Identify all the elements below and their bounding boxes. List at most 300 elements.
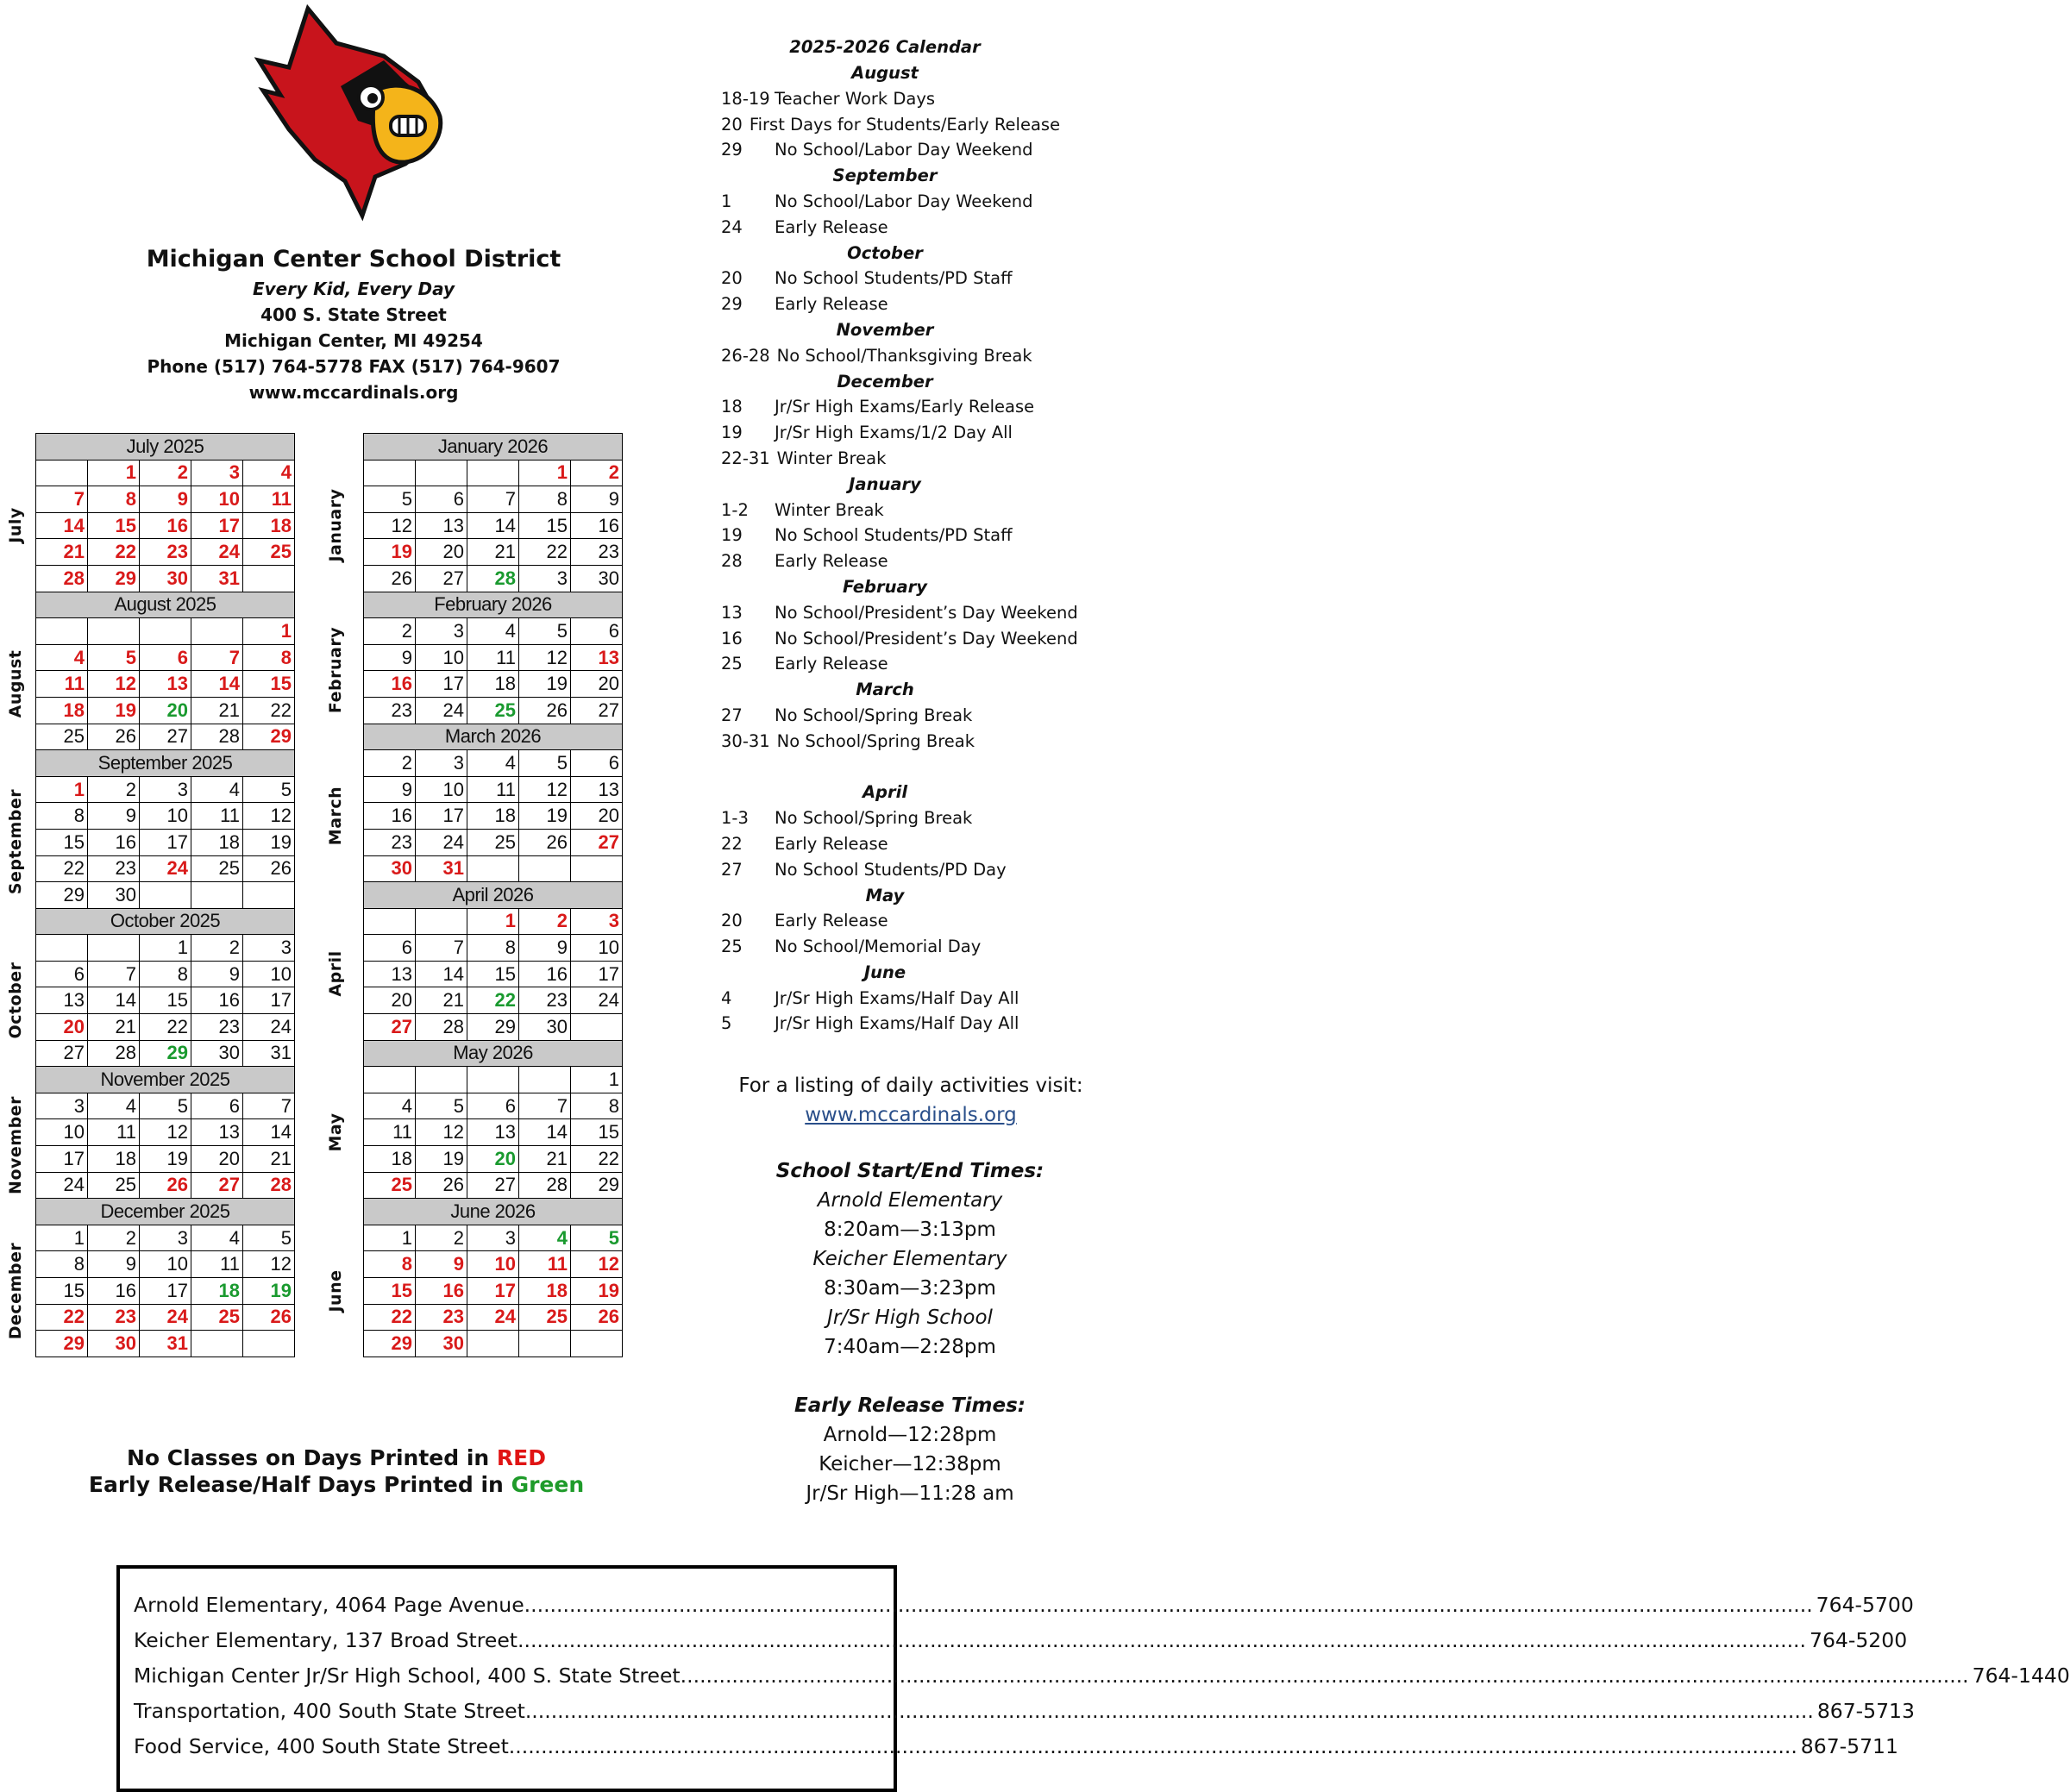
day-cell: 11	[364, 1119, 416, 1146]
day-cell: 20	[36, 1014, 88, 1041]
day-cell: 18	[191, 829, 243, 855]
day-cell: 5	[519, 618, 571, 645]
day-cell: 17	[36, 1146, 88, 1173]
day-cell: 2	[191, 935, 243, 962]
empty-day-cell	[36, 618, 88, 645]
day-cell: 18	[36, 697, 88, 724]
month-header: January 2026	[364, 434, 623, 461]
day-cell: 7	[36, 486, 88, 513]
day-cell: 26	[140, 1172, 191, 1199]
school-times	[733, 1156, 1087, 1508]
day-cell: 4	[364, 1093, 416, 1119]
day-cell: 14	[88, 987, 140, 1014]
event-text: No School/Memorial Day	[775, 937, 982, 957]
day-cell: 15	[243, 671, 295, 698]
day-cell: 12	[519, 776, 571, 803]
empty-day-cell	[571, 1014, 623, 1041]
day-cell: 13	[191, 1119, 243, 1146]
activities-note	[721, 1071, 1101, 1130]
day-cell: 1	[467, 908, 519, 935]
event-text: No School Students/PD Staff	[775, 268, 1013, 289]
day-cell: 23	[364, 829, 416, 855]
events-month-heading: March	[856, 680, 914, 700]
event-item	[721, 343, 1101, 369]
day-cell: 9	[364, 644, 416, 671]
day-cell: 10	[416, 776, 467, 803]
day-cell: 25	[191, 855, 243, 882]
day-cell: 27	[140, 724, 191, 750]
day-cell: 13	[467, 1119, 519, 1146]
events-month-heading: October	[847, 242, 923, 263]
day-cell: 17	[140, 829, 191, 855]
day-cell: 28	[243, 1172, 295, 1199]
event-text: Jr/Sr High Exams/Half Day All	[775, 1013, 1019, 1034]
activities-text: For a listing of daily activities visit:	[738, 1075, 1083, 1097]
day-cell: 24	[191, 539, 243, 566]
school-hours: 8:30am—3:23pm	[824, 1277, 996, 1300]
day-cell: 17	[416, 803, 467, 830]
day-cell: 28	[416, 1014, 467, 1041]
day-cell: 9	[88, 803, 140, 830]
day-cell: 13	[416, 512, 467, 539]
day-cell: 12	[519, 644, 571, 671]
event-item	[721, 805, 1101, 831]
empty-day-cell	[243, 1331, 295, 1357]
contact-name: Transportation, 400 South State Street	[134, 1699, 525, 1723]
district-address: 400 S. State Street	[260, 304, 447, 325]
dot-leader: ........................................................................................................................................................................................................	[508, 1734, 1797, 1758]
day-cell: 19	[140, 1146, 191, 1173]
day-cell: 3	[191, 460, 243, 486]
day-cell: 18	[364, 1146, 416, 1173]
event-date: 29	[721, 140, 743, 160]
day-cell: 6	[191, 1093, 243, 1119]
early-release-heading: Early Release Times:	[794, 1394, 1026, 1417]
day-cell: 16	[191, 987, 243, 1014]
events-month-heading: November	[836, 319, 934, 340]
day-cell: 6	[140, 644, 191, 671]
day-cell: 7	[467, 486, 519, 513]
event-item	[721, 394, 1101, 420]
day-cell: 11	[191, 803, 243, 830]
contact-phone: 764-5200	[1810, 1628, 1908, 1652]
day-cell: 3	[571, 908, 623, 935]
day-cell: 27	[364, 1014, 416, 1041]
empty-day-cell	[191, 618, 243, 645]
day-cell: 16	[416, 1278, 467, 1305]
day-cell: 24	[467, 1304, 519, 1331]
calendar-left	[35, 433, 295, 1357]
day-cell: 1	[140, 935, 191, 962]
day-cell: 31	[140, 1331, 191, 1357]
activities-link[interactable]: www.mccardinals.org	[805, 1104, 1017, 1126]
day-cell: 18	[243, 512, 295, 539]
day-cell: 21	[191, 697, 243, 724]
day-cell: 22	[571, 1146, 623, 1173]
contact-name: Food Service, 400 South State Street	[134, 1734, 509, 1758]
event-item	[721, 600, 1101, 626]
calendar-right	[363, 433, 623, 1357]
event-text: No School/Labor Day Weekend	[775, 140, 1033, 160]
day-cell: 1	[364, 1225, 416, 1251]
event-item	[721, 934, 1101, 960]
day-cell: 26	[243, 855, 295, 882]
event-item	[721, 137, 1101, 163]
school-hours: 7:40am—2:28pm	[824, 1336, 996, 1358]
event-item	[721, 266, 1101, 291]
day-cell: 26	[519, 697, 571, 724]
day-cell: 25	[243, 539, 295, 566]
empty-day-cell	[467, 1331, 519, 1357]
day-cell: 17	[140, 1278, 191, 1305]
month-header: November 2025	[36, 1067, 295, 1093]
day-cell: 4	[243, 460, 295, 486]
events-title: 2025-2026 Calendar	[789, 37, 981, 57]
events-month-heading: April	[862, 782, 908, 803]
day-cell: 9	[519, 935, 571, 962]
day-cell: 3	[467, 1225, 519, 1251]
day-cell: 8	[36, 803, 88, 830]
day-cell: 8	[467, 935, 519, 962]
month-header: May 2026	[364, 1040, 623, 1067]
day-cell: 17	[571, 961, 623, 987]
day-cell: 31	[243, 1040, 295, 1067]
day-cell: 12	[571, 1251, 623, 1278]
day-cell: 2	[364, 750, 416, 777]
day-cell: 8	[243, 644, 295, 671]
event-date: 20	[721, 268, 743, 289]
day-cell: 29	[243, 724, 295, 750]
day-cell: 22	[36, 855, 88, 882]
day-cell: 11	[243, 486, 295, 513]
day-cell: 8	[364, 1251, 416, 1278]
day-cell: 19	[416, 1146, 467, 1173]
day-cell: 12	[243, 803, 295, 830]
day-cell: 4	[191, 776, 243, 803]
event-text: No School/Spring Break	[775, 705, 973, 725]
district-city: Michigan Center, MI 49254	[224, 330, 483, 351]
day-cell: 17	[191, 512, 243, 539]
empty-day-cell	[416, 1067, 467, 1093]
month-header: October 2025	[36, 908, 295, 935]
day-cell: 2	[364, 618, 416, 645]
day-cell: 16	[571, 512, 623, 539]
empty-day-cell	[519, 855, 571, 882]
day-cell: 16	[140, 512, 191, 539]
event-item	[721, 548, 1101, 574]
empty-day-cell	[36, 935, 88, 962]
event-date: 19	[721, 525, 743, 546]
empty-day-cell	[416, 908, 467, 935]
contact-row	[134, 1694, 1915, 1729]
day-cell: 27	[416, 565, 467, 592]
event-item	[721, 626, 1101, 652]
contact-phone: 867-5711	[1800, 1734, 1898, 1758]
day-cell: 23	[416, 1304, 467, 1331]
day-cell: 16	[364, 671, 416, 698]
month-header: June 2026	[364, 1199, 623, 1225]
day-cell: 27	[571, 697, 623, 724]
legend-red-word: RED	[496, 1445, 546, 1470]
day-cell: 16	[88, 829, 140, 855]
contact-row	[134, 1588, 1914, 1623]
day-cell: 4	[519, 1225, 571, 1251]
event-date: 26-28	[721, 345, 770, 366]
day-cell: 19	[243, 829, 295, 855]
events-month-heading: June	[863, 962, 906, 982]
day-cell: 3	[519, 565, 571, 592]
month-header: February 2026	[364, 592, 623, 618]
day-cell: 30	[88, 882, 140, 909]
day-cell: 21	[36, 539, 88, 566]
day-cell: 25	[467, 697, 519, 724]
start-end-heading: School Start/End Times:	[775, 1160, 1044, 1182]
day-cell: 28	[519, 1172, 571, 1199]
day-cell: 16	[364, 803, 416, 830]
contact-row	[134, 1729, 1898, 1764]
day-cell: 24	[140, 855, 191, 882]
day-cell: 10	[140, 1251, 191, 1278]
day-cell: 1	[243, 618, 295, 645]
day-cell: 5	[243, 776, 295, 803]
early-release-time: Arnold—12:28pm	[823, 1424, 997, 1446]
month-header: July 2025	[36, 434, 295, 461]
day-cell: 22	[519, 539, 571, 566]
day-cell: 1	[88, 460, 140, 486]
day-cell: 23	[140, 539, 191, 566]
school-name: Keicher Elementary	[812, 1248, 1007, 1270]
day-cell: 30	[416, 1331, 467, 1357]
dot-leader: ........................................................................................................................................................................................................	[524, 1593, 1813, 1617]
school-name: Jr/Sr High School	[827, 1306, 993, 1329]
event-item	[721, 420, 1101, 446]
day-cell: 9	[191, 961, 243, 987]
event-date: 5	[721, 1013, 732, 1034]
day-cell: 19	[571, 1278, 623, 1305]
event-item	[721, 189, 1101, 215]
district-motto: Every Kid, Every Day	[252, 279, 455, 299]
event-item	[721, 729, 1101, 755]
event-date: 20	[721, 911, 743, 931]
day-cell: 27	[571, 829, 623, 855]
day-cell: 20	[140, 697, 191, 724]
day-cell: 21	[243, 1146, 295, 1173]
day-cell: 2	[88, 1225, 140, 1251]
events-month-heading: February	[843, 576, 927, 597]
day-cell: 13	[571, 776, 623, 803]
day-cell: 27	[36, 1040, 88, 1067]
day-cell: 9	[364, 776, 416, 803]
event-date: 1-2	[721, 499, 749, 520]
day-cell: 25	[36, 724, 88, 750]
event-item	[721, 498, 1101, 523]
event-text: Early Release	[775, 294, 888, 315]
day-cell: 5	[140, 1093, 191, 1119]
event-date: 18	[721, 397, 743, 417]
contact-name: Keicher Elementary, 137 Broad Street	[134, 1628, 518, 1652]
day-cell: 26	[571, 1304, 623, 1331]
day-cell: 23	[88, 1304, 140, 1331]
event-text: No School Students/PD Staff	[775, 525, 1013, 546]
district-website[interactable]: www.mccardinals.org	[248, 382, 459, 403]
day-cell: 10	[36, 1119, 88, 1146]
day-cell: 15	[140, 987, 191, 1014]
empty-day-cell	[243, 565, 295, 592]
event-item	[721, 908, 1101, 934]
event-text: No School/President’s Day Weekend	[775, 628, 1078, 649]
dot-leader: ........................................................................................................................................................................................................	[680, 1664, 1969, 1688]
event-date: 1	[721, 191, 732, 211]
day-cell: 19	[88, 697, 140, 724]
month-header: April 2026	[364, 882, 623, 909]
event-text: Jr/Sr High Exams/Half Day All	[775, 987, 1019, 1008]
event-date: 22-31	[721, 448, 770, 468]
day-cell: 17	[243, 987, 295, 1014]
day-cell: 22	[364, 1304, 416, 1331]
day-cell: 28	[191, 724, 243, 750]
day-cell: 12	[88, 671, 140, 698]
empty-day-cell	[519, 1331, 571, 1357]
event-date: 25	[721, 937, 743, 957]
day-cell: 9	[140, 486, 191, 513]
early-release-time: Jr/Sr High—11:28 am	[806, 1482, 1014, 1505]
day-cell: 3	[140, 1225, 191, 1251]
empty-day-cell	[467, 460, 519, 486]
day-cell: 8	[36, 1251, 88, 1278]
event-item	[721, 986, 1101, 1012]
day-cell: 13	[364, 961, 416, 987]
day-cell: 30	[140, 565, 191, 592]
day-cell: 19	[519, 803, 571, 830]
day-cell: 2	[519, 908, 571, 935]
empty-day-cell	[364, 460, 416, 486]
day-cell: 8	[88, 486, 140, 513]
day-cell: 23	[571, 539, 623, 566]
day-cell: 25	[467, 829, 519, 855]
event-date: 13	[721, 602, 743, 623]
dot-leader: ........................................................................................................................................................................................................	[524, 1699, 1814, 1723]
event-text: No School/Spring Break	[776, 730, 975, 751]
day-cell: 18	[88, 1146, 140, 1173]
day-cell: 29	[36, 1331, 88, 1357]
event-date: 19	[721, 423, 743, 443]
empty-day-cell	[364, 1067, 416, 1093]
day-cell: 18	[467, 671, 519, 698]
day-cell: 15	[571, 1119, 623, 1146]
day-cell: 14	[243, 1119, 295, 1146]
day-cell: 14	[416, 961, 467, 987]
day-cell: 6	[467, 1093, 519, 1119]
day-cell: 21	[467, 539, 519, 566]
day-cell: 11	[467, 644, 519, 671]
day-cell: 11	[467, 776, 519, 803]
events-month-heading: August	[851, 63, 919, 83]
day-cell: 18	[191, 1278, 243, 1305]
day-cell: 30	[519, 1014, 571, 1041]
day-cell: 6	[364, 935, 416, 962]
day-cell: 19	[243, 1278, 295, 1305]
day-cell: 13	[36, 987, 88, 1014]
day-cell: 5	[243, 1225, 295, 1251]
day-cell: 15	[36, 1278, 88, 1305]
day-cell: 3	[416, 750, 467, 777]
day-cell: 8	[140, 961, 191, 987]
empty-day-cell	[140, 882, 191, 909]
event-date: 27	[721, 705, 743, 725]
day-cell: 14	[36, 512, 88, 539]
event-date: 22	[721, 833, 743, 854]
day-cell: 15	[88, 512, 140, 539]
day-cell: 22	[467, 987, 519, 1014]
day-cell: 3	[36, 1093, 88, 1119]
day-cell: 14	[467, 512, 519, 539]
day-cell: 1	[36, 1225, 88, 1251]
day-cell: 26	[243, 1304, 295, 1331]
school-name: Arnold Elementary	[817, 1189, 1003, 1212]
contacts-box	[116, 1565, 2070, 1792]
day-cell: 19	[519, 671, 571, 698]
day-cell: 24	[416, 829, 467, 855]
event-text: Teacher Work Days	[775, 88, 936, 109]
event-text: Winter Break	[776, 448, 887, 468]
event-text: No School Students/PD Day	[775, 859, 1007, 880]
month-header: September 2025	[36, 750, 295, 777]
empty-day-cell	[191, 1331, 243, 1357]
day-cell: 7	[519, 1093, 571, 1119]
empty-day-cell	[571, 855, 623, 882]
day-cell: 12	[140, 1119, 191, 1146]
day-cell: 6	[571, 750, 623, 777]
day-cell: 8	[519, 486, 571, 513]
legend-early-release: Early Release/Half Days Printed in Green	[88, 1472, 585, 1497]
day-cell: 29	[88, 565, 140, 592]
day-cell: 15	[519, 512, 571, 539]
event-text: Jr/Sr High Exams/1/2 Day All	[775, 423, 1013, 443]
contact-name: Michigan Center Jr/Sr High School, 400 S. State Street	[134, 1664, 681, 1688]
event-text: Early Release	[775, 551, 888, 572]
event-item	[721, 86, 1101, 112]
day-cell: 2	[571, 460, 623, 486]
day-cell: 28	[467, 565, 519, 592]
day-cell: 5	[416, 1093, 467, 1119]
event-date: 16	[721, 628, 743, 649]
day-cell: 1	[519, 460, 571, 486]
district-name: Michigan Center School District	[146, 246, 561, 273]
day-cell: 10	[191, 486, 243, 513]
day-cell: 23	[191, 1014, 243, 1041]
day-cell: 17	[467, 1278, 519, 1305]
event-date: 29	[721, 294, 743, 315]
day-cell: 24	[243, 1014, 295, 1041]
day-cell: 16	[88, 1278, 140, 1305]
day-cell: 7	[191, 644, 243, 671]
event-date: 1-3	[721, 808, 749, 829]
day-cell: 30	[364, 855, 416, 882]
day-cell: 4	[88, 1093, 140, 1119]
event-text: Early Release	[775, 833, 888, 854]
day-cell: 25	[88, 1172, 140, 1199]
day-cell: 25	[191, 1304, 243, 1331]
day-cell: 30	[571, 565, 623, 592]
day-cell: 7	[416, 935, 467, 962]
day-cell: 3	[416, 618, 467, 645]
event-item	[721, 831, 1101, 857]
day-cell: 15	[467, 961, 519, 987]
empty-day-cell	[467, 1067, 519, 1093]
day-cell: 2	[88, 776, 140, 803]
school-hours: 8:20am—3:13pm	[824, 1219, 996, 1241]
day-cell: 24	[36, 1172, 88, 1199]
